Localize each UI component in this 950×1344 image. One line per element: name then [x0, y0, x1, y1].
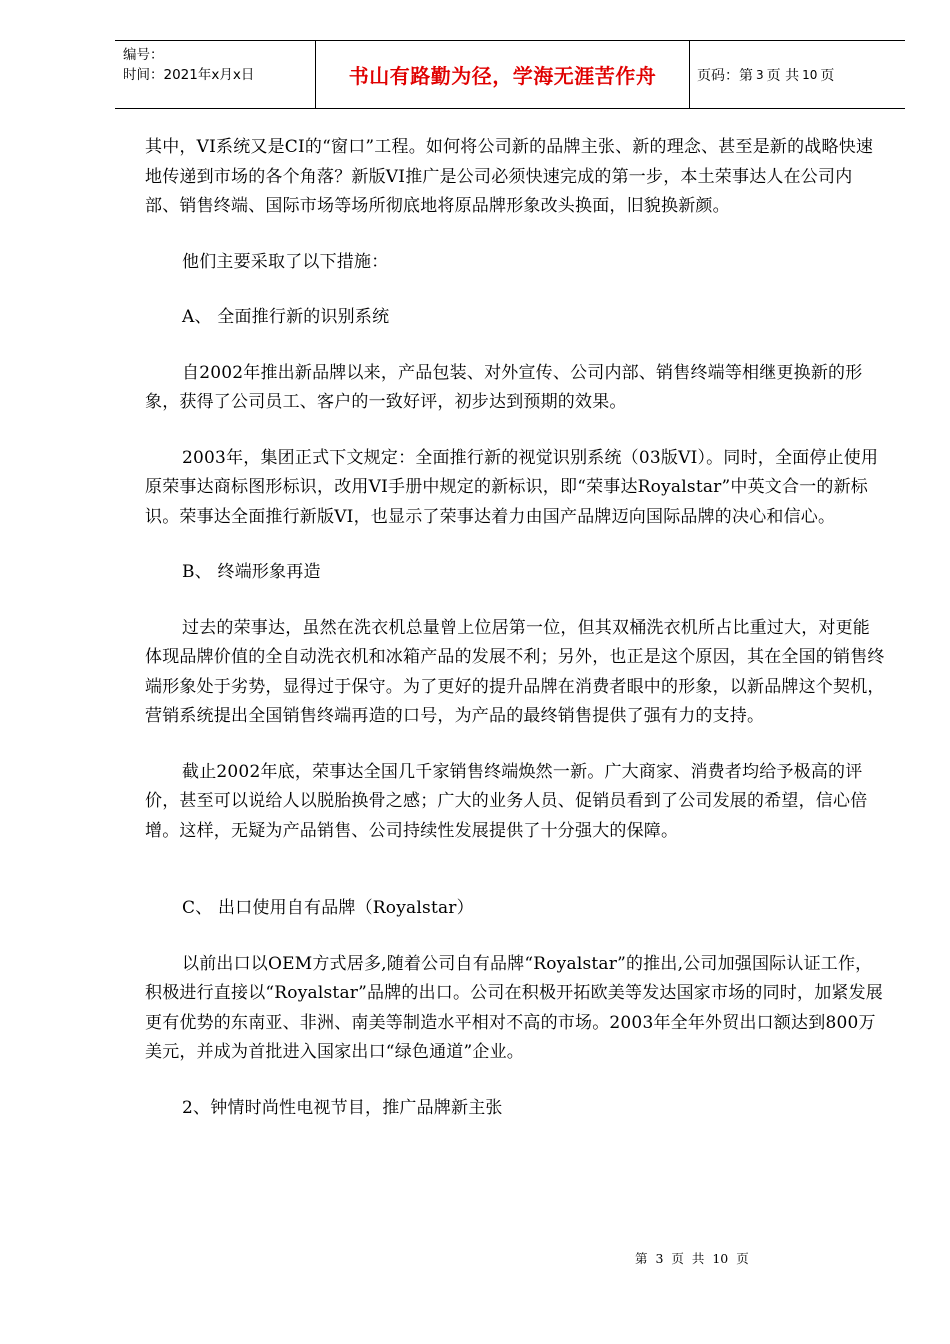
paragraph: 截止2002年底，荣事达全国几千家销售终端焕然一新。广大商家、消费者均给予极高的评价，甚至可以说给人以脱胎换骨之感；广大的业务人员、促销员看到了公司发展的希望，信心倍增。这样，无疑为产品销售、公司持续性发展提供了十分强大的保障。 — [145, 761, 868, 841]
page-footer: 第 3 页 共 10 页 — [635, 1251, 749, 1266]
header-motto: 书山有路勤为径，学海无涯苦作舟 — [348, 64, 657, 88]
paragraph: 过去的荣事达，虽然在洗衣机总量曾上位居第一位，但其双桶洗衣机所占比重过大，对更能体现品牌价值的全自动洗衣机和冰箱产品的发展不利；另外，也正是这个原因，其在全国的销售终端形象处于劣势，显得过于保守。为了更好的提升品牌在消费者眼中的形象，以新品牌这个契机，营销系统提出全国销售终端再造的口号，为产品的最终销售提供了强有力的支持。 — [145, 617, 885, 726]
header-table — [115, 40, 905, 109]
page-prefix: 页码：第 — [697, 67, 753, 84]
header-page-number — [697, 41, 834, 108]
serial-label: 编号： — [123, 47, 164, 63]
header-divider — [689, 41, 690, 108]
paragraph: 自2002年推出新品牌以来，产品包装、对外宣传、公司内部、销售终端等相继更换新的形象，获得了公司员工、客户的一致好评，初步达到预期的效果。 — [145, 362, 863, 412]
header-meta — [123, 45, 313, 85]
page-suffix: 页 — [820, 67, 835, 84]
paragraph: 他们主要采取了以下措施： — [182, 251, 389, 272]
document-body — [145, 133, 885, 1123]
time-label: 时间：2021年x月x日 — [123, 67, 255, 83]
section-heading: B、 终端形象再造 — [182, 562, 321, 582]
section-heading: C、 出口使用自有品牌（Royalstar） — [182, 898, 474, 918]
page-total: 10 — [802, 67, 818, 82]
paragraph: 其中，VI系统又是CI的“窗口”工程。如何将公司新的品牌主张、新的理念、甚至是新的战略快速地传递到市场的各个角落？新版VI推广是公司必须快速完成的第一步，本土荣事达人在公司内部、销售终端、国际市场等场所彻底地将原品牌形象改头换面，旧貌换新颜。 — [145, 137, 874, 216]
page-mid: 页 共 — [766, 67, 800, 84]
section-heading: A、 全面推行新的识别系统 — [182, 307, 390, 327]
paragraph: 2003年，集团正式下文规定：全面推行新的视觉识别系统（03版VI）。同时，全面停止使用原荣事达商标图形标识，改用VI手册中规定的新标识，即“荣事达Royalstar”中英文合一的新标识。荣事达全面推行新版VI，也显示了荣事达着力由国产品牌迈向国际品牌的决心和信心。 — [145, 447, 879, 527]
paragraph: 以前出口以OEM方式居多,随着公司自有品牌“Royalstar”的推出,公司加强国际认证工作，积极进行直接以“Royalstar”品牌的出口。公司在积极开拓欧美等发达国家市场的同时，加紧发展更有优势的东南亚、非洲、南美等制造水平相对不高的市场。2003年全年外贸出口额达到800万美元，并成为首批进入国家出口“绿色通道”企业。 — [145, 953, 884, 1062]
section-heading: 2、钟情时尚性电视节目，推广品牌新主张 — [182, 1097, 503, 1118]
page-current: 3 — [756, 67, 764, 82]
